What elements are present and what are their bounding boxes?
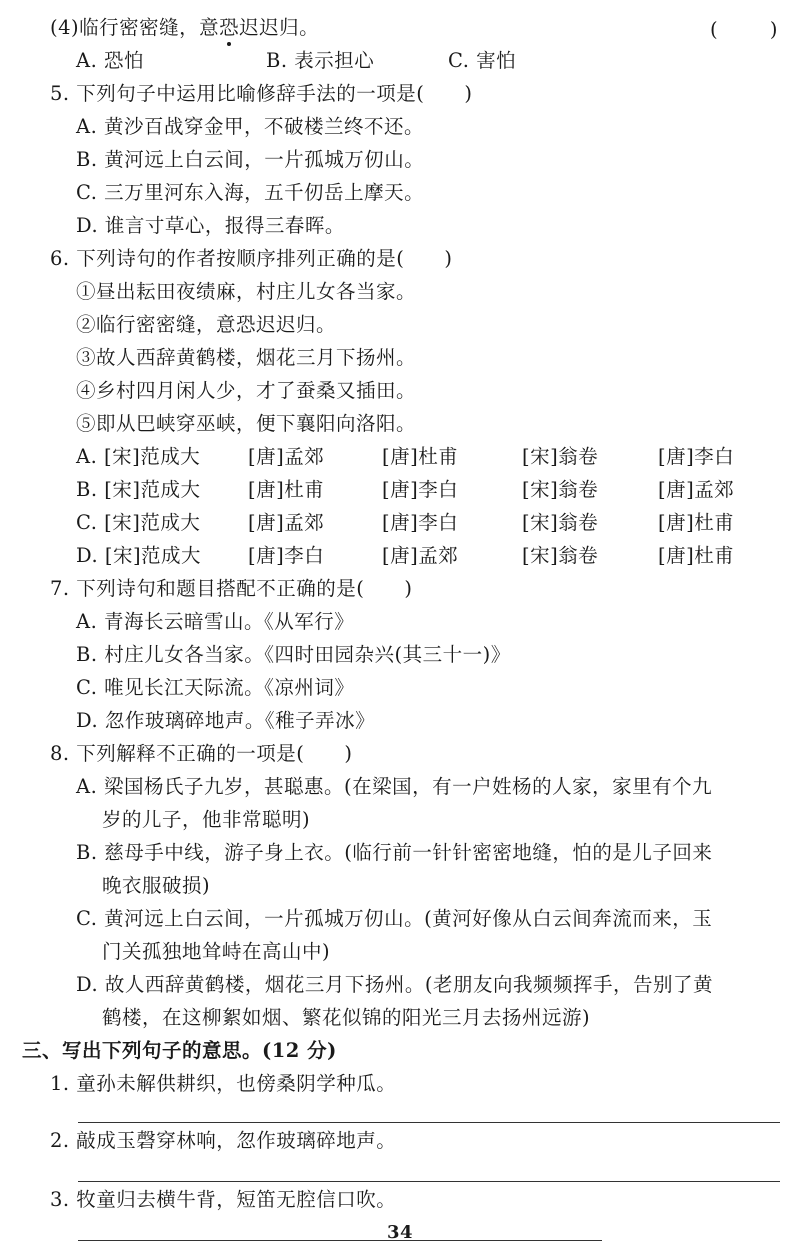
q4-paren-close: ) (769, 18, 778, 41)
q6-a-author-1: A. [宋]范成大 (76, 445, 201, 468)
s3-answer-line-1[interactable] (78, 1122, 780, 1123)
q8-option-b-line2: 晚衣服破损) (102, 874, 211, 897)
q6-line-5: ⑤即从巴峡穿巫峡，便下襄阳向洛阳。 (76, 412, 417, 435)
q6-b-author-1: B. [宋]范成大 (76, 478, 201, 501)
q6-c-author-5: [唐]杜甫 (658, 511, 735, 534)
q4-stem-text: (4)临行密密缝，意恐迟迟归。 (50, 16, 320, 39)
q5-option-a: A. 黄沙百战穿金甲，不破楼兰终不还。 (76, 115, 424, 138)
q4-option-c: C. 害怕 (448, 49, 517, 72)
section-3-title: 三、写出下列句子的意思。(12 分) (22, 1039, 337, 1062)
q6-option-a (76, 447, 776, 467)
q6-d-author-1: D. [宋]范成大 (76, 544, 202, 567)
q8-option-a-line2: 岁的儿子，他非常聪明) (102, 808, 311, 831)
page-number: 34 (386, 1222, 414, 1243)
q6-b-author-4: [宋]翁卷 (522, 478, 599, 501)
q8-option-b-line1: B. 慈母手中线，游子身上衣。(临行前一针针密密地缝，怕的是儿子回来 (76, 841, 713, 864)
q6-b-author-2: [唐]杜甫 (248, 478, 325, 501)
q7-stem: 7. 下列诗句和题目搭配不正确的是( ) (50, 577, 413, 600)
q6-line-1: ①昼出耘田夜绩麻，村庄儿女各当家。 (76, 280, 417, 303)
q6-d-author-2: [唐]李白 (248, 544, 325, 567)
q6-c-author-3: [唐]李白 (382, 511, 459, 534)
q4-option-b: B. 表示担心 (266, 49, 375, 72)
q4-stem (50, 18, 319, 38)
q5-option-c: C. 三万里河东入海，五千仞岳上摩天。 (76, 181, 425, 204)
q6-c-author-1: C. [宋]范成大 (76, 511, 201, 534)
q8-option-d-line1: D. 故人西辞黄鹤楼，烟花三月下扬州。(老朋友向我频频挥手，告别了黄 (76, 973, 713, 996)
s3-answer-line-2[interactable] (78, 1181, 780, 1182)
q8-option-c-line2: 门关孤独地耸峙在高山中) (102, 940, 331, 963)
s3-item-2: 2. 敲成玉磬穿林响，忽作玻璃碎地声。 (50, 1129, 397, 1152)
q7-option-c: C. 唯见长江天际流。《凉州词》 (76, 676, 355, 699)
s3-item-1: 1. 童孙未解供耕织，也傍桑阴学种瓜。 (50, 1072, 397, 1095)
q5-option-d: D. 谁言寸草心，报得三春晖。 (76, 214, 345, 237)
q6-a-author-4: [宋]翁卷 (522, 445, 599, 468)
q6-c-author-4: [宋]翁卷 (522, 511, 599, 534)
s3-item-3: 3. 牧童归去横牛背，短笛无腔信口吹。 (50, 1188, 397, 1211)
q8-option-d-line2: 鹤楼，在这柳絮如烟、繁花似锦的阳光三月去扬州远游) (102, 1006, 591, 1029)
q4-option-a: A. 恐怕 (76, 49, 144, 72)
q6-d-author-3: [唐]孟郊 (382, 544, 459, 567)
q6-d-author-4: [宋]翁卷 (522, 544, 599, 567)
q6-a-author-5: [唐]李白 (658, 445, 735, 468)
q8-option-a-line1: A. 梁国杨氏子九岁，甚聪惠。(在梁国，有一户姓杨的人家，家里有个九 (76, 775, 713, 798)
q6-line-4: ④乡村四月闲人少，才了蚕桑又插田。 (76, 379, 417, 402)
q6-a-author-3: [唐]杜甫 (382, 445, 459, 468)
q6-option-b (76, 480, 776, 500)
q7-option-a: A. 青海长云暗雪山。《从军行》 (76, 610, 355, 633)
q7-option-b: B. 村庄儿女各当家。《四时田园杂兴(其三十一)》 (76, 643, 511, 666)
q6-b-author-5: [唐]孟郊 (658, 478, 735, 501)
q6-option-d (76, 546, 776, 566)
q6-d-author-5: [唐]杜甫 (658, 544, 735, 567)
q8-stem: 8. 下列解释不正确的一项是( ) (50, 742, 353, 765)
q5-option-b: B. 黄河远上白云间，一片孤城万仞山。 (76, 148, 425, 171)
q4-paren-open: ( (710, 18, 719, 41)
q6-b-author-3: [唐]李白 (382, 478, 459, 501)
q6-option-c (76, 513, 776, 533)
q4-answer-parens (710, 18, 778, 41)
q5-stem: 5. 下列句子中运用比喻修辞手法的一项是( ) (50, 82, 473, 105)
q6-a-author-2: [唐]孟郊 (248, 445, 325, 468)
q6-c-author-2: [唐]孟郊 (248, 511, 325, 534)
q6-line-2: ②临行密密缝，意恐迟迟归。 (76, 313, 337, 336)
q7-option-d: D. 忽作玻璃碎地声。《稚子弄冰》 (76, 709, 376, 732)
q8-option-c-line1: C. 黄河远上白云间，一片孤城万仞山。(黄河好像从白云间奔流而来，玉 (76, 907, 713, 930)
emphasis-dot-char: 恐 (219, 16, 240, 39)
q6-line-3: ③故人西辞黄鹤楼，烟花三月下扬州。 (76, 346, 417, 369)
q6-stem: 6. 下列诗句的作者按顺序排列正确的是( ) (50, 247, 453, 270)
